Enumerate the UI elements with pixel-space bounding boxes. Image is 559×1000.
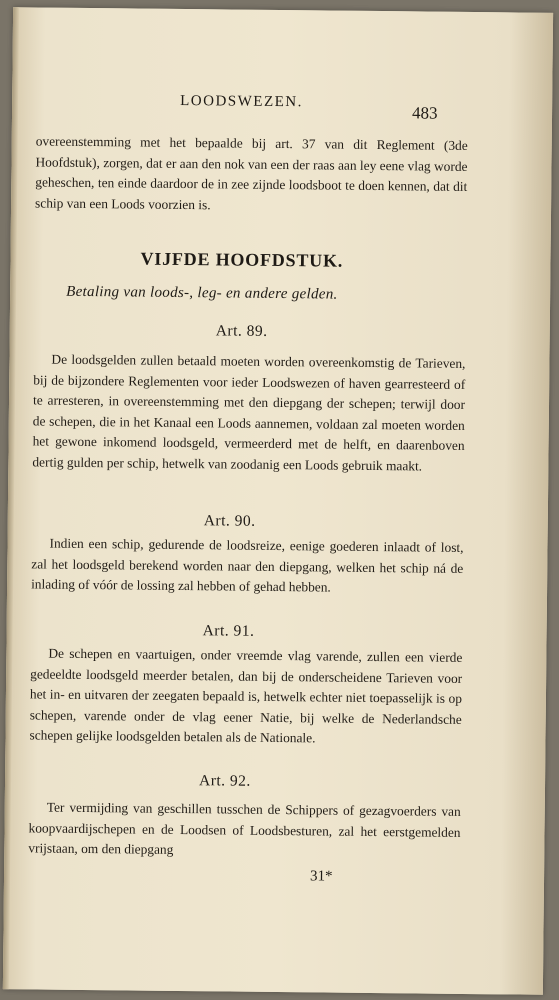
article-heading: Art. 89. bbox=[215, 322, 268, 340]
article-text: Indien een schip, gedurende de loodsreize, eenige goederen inlaadt of lost, zal het loodsgeld berekend worden naar den diepgang, welken het schip ná de inlading of vóór de lossing zal hebben of gehad hebben. bbox=[31, 535, 464, 595]
signature-mark: 31* bbox=[309, 868, 333, 885]
article-body bbox=[28, 797, 461, 863]
page-number: 483 bbox=[411, 103, 438, 123]
article-body bbox=[29, 643, 462, 750]
continuation-paragraph bbox=[35, 131, 468, 218]
article-text: De schepen en vaartuigen, onder vreemde vlag varende, zullen een vierde gedeeldte loodsgeld meerder betalen, dan bij de onderscheidene Tarieven voor het in- en uitvaren der zeegaten bepaald is, hetwelk echter niet toepasselijk is op schepen, varende onder de vlag eener Natie, bij welke de Nederlandsche schepen gelijke loodsgelden betalen als de Nationale. bbox=[29, 645, 463, 746]
article-body bbox=[32, 349, 465, 477]
book-page bbox=[3, 7, 553, 995]
page-gutter-edge bbox=[3, 7, 19, 989]
article-heading: Art. 92. bbox=[198, 772, 251, 790]
article-heading: Art. 91. bbox=[202, 622, 255, 640]
chapter-subtitle: Betaling van loods-, leg- en andere gelden. bbox=[66, 283, 338, 303]
continuation-text: overeenstemming met het bepaalde bij art. 37 van dit Reglement (3de Hoofdstuk), zorgen, dat er aan den nok van een der raas aan ley eene vlag worde geheschen, ten einde daardoor de in zee zijnde loodsboot te doen kennen, dat dit schip van een Loods voorzien is. bbox=[35, 133, 468, 212]
article-heading: Art. 90. bbox=[203, 512, 256, 530]
article-text: De loodsgelden zullen betaald moeten worden overeenkomstig de Tarieven, bij de bijzondere Reglementen voor ieder Loodswezen of haven gearresteerd of te arresteren, in overeenstemming met den diepgang der schepen; terwijl door de schepen, die in het Kanaal een Loods aannemen, voldaan zal moeten worden het gewone inkomend loodsgeld, vermeerderd met de helft, en daarenboven dertig gulden per schip, hetwelk van zoodanig een Loods gebruik maakt. bbox=[32, 351, 466, 474]
article-body bbox=[31, 533, 464, 599]
article-text: Ter vermijding van geschillen tusschen de Schippers of gezagvoerders van koopvaardijschepen en de Loodsen of Loodsbesturen, zal het eerstgemelden vrijstaan, om den diepgang bbox=[28, 799, 461, 857]
running-head: LOODSWEZEN. bbox=[180, 92, 303, 111]
chapter-title: VIJFDE HOOFDSTUK. bbox=[140, 248, 344, 271]
